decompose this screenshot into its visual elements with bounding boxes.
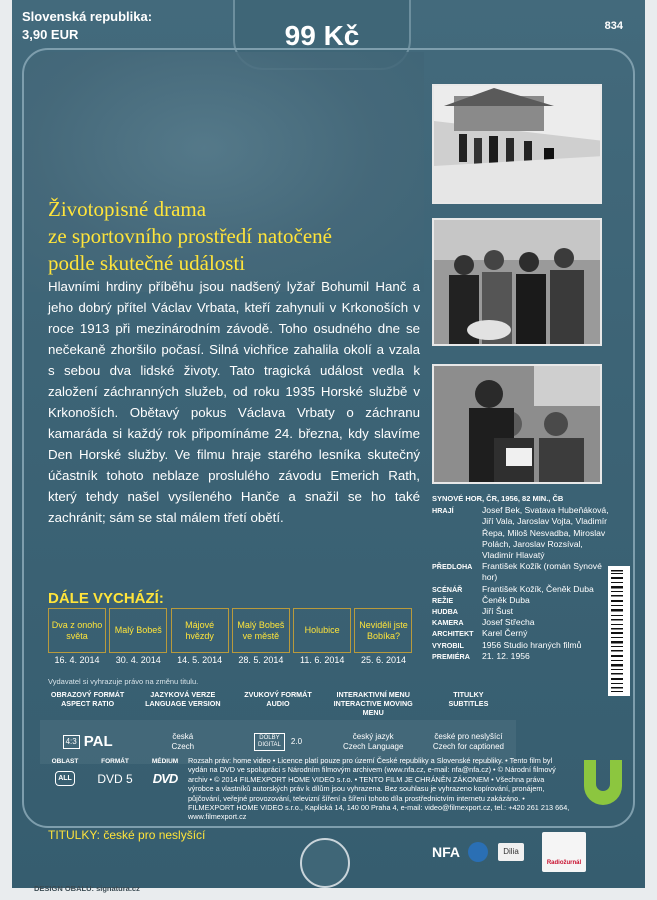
headline [48,196,428,277]
video-system: PAL [83,733,113,750]
format-values [40,771,190,786]
upcoming-item-title: Malý Bobeš ve městě [232,608,290,652]
tech-header-aspect: OBRAZOVÝ FORMÁT ASPECT RATIO [50,690,125,708]
upcoming-item-date: 14. 5. 2014 [171,652,229,666]
credit-row [432,628,612,639]
publisher-note: Vydavatel si vyhrazuje právo na změnu titulu. [48,677,199,686]
upcoming-item-date: 25. 6. 2014 [354,652,412,666]
credit-key: HUDBA [432,607,458,617]
menu-value: český jazyk Czech Language [342,732,404,751]
legal-text: Rozsah práv: home video • Licence platí pouze pro území České republiky a Slovenské republiky. • Tento film byl vydán na DVD ve spolupráci s Národním filmovým archivem (www.nfa.cz, e-mail: nfa@nfa.cz) • © Národní filmový archiv • © 2014 FILMEXPORT HOME VIDEO s.r.o. • TENTO FILM JE CHRÁNĚN ZÁKONEM • Všechna práva výrobce a vlastníků autorských práv k dílům jsou vyhrazena. Bez souhlasu je vyhrazeno kopírování, pronájem, půjčování, veřejné provozování, televizní šíření a šíření tohoto díla prostřednictvím internetu zakázáno. • FILMEXPORT HOME VIDEO s.r.o., Kaplická 14, 140 00 Praha 4, e-mail: video@filmexport.cz, tel.: +420 261 213 664, www.filmexport.cz [188,756,570,822]
upcoming-item-title: Malý Bobeš [109,608,167,652]
credit-value: Čeněk Duba [482,594,530,605]
audio-channels: 2.0 [290,737,303,746]
film-header: SYNOVÉ HOR, ČR, 1956, 82 MIN., ČB [432,494,564,503]
still-photo-men [432,364,602,484]
barcode [608,566,630,696]
circle-logo-icon [468,842,488,862]
upcoming-item [171,608,229,666]
slovak-price [22,8,152,44]
tech-header-subtitles: TITULKY SUBTITLES [448,690,489,708]
subtitles-value: české pro neslyšící Czech for captioned [432,732,504,751]
disc-format [40,758,190,786]
upcoming-item-title: Neviděli jste Bobíka? [354,608,412,652]
credit-row [432,561,612,583]
format-value [90,772,140,786]
credit-key: PREMIÉRA [432,651,470,661]
region-header: OBLAST [51,758,79,765]
medium-value [140,771,190,786]
format-headers [40,758,190,765]
upcoming-item-title: Dva z onoho světa [48,608,106,652]
nfa-logo: NFA [432,844,460,860]
credit-row [432,606,612,617]
tech-header-language: JAZYKOVÁ VERZE LANGUAGE VERSION [145,690,221,708]
eur-price: 3,90 EUR [22,27,79,42]
credit-value: 21. 12. 1956 [482,650,530,661]
medium-header: MÉDIUM [151,758,179,765]
u-channel-logo [578,756,628,806]
radiozurnal-logo: Radiožurnál [542,832,586,872]
upcoming-item-date: 30. 4. 2014 [109,652,167,666]
upcoming-item [232,608,290,666]
tech-header-audio: ZVUKOVÝ FORMÁT AUDIO [244,690,312,708]
price: 99 Kč [284,20,360,51]
dolby-digital-icon: DOLBY DIGITAL [254,733,285,751]
upcoming-item-date: 16. 4. 2014 [48,652,106,666]
credit-key: KAMERA [432,618,464,628]
aspect-ratio: 4:3 [63,735,80,749]
upcoming-item-title: Májové hvězdy [171,608,229,652]
credit-row [432,595,612,606]
region-all-icon: ALL [55,771,75,786]
upcoming-title: DÁLE VYCHÁZÍ: [48,590,164,607]
credit-row [432,640,612,651]
design-credit: DESIGN OBALU: signatura.cz [34,884,140,893]
upcoming-item [109,608,167,666]
headline-line-3: podle skutečné události [48,251,246,275]
credits-block [432,493,612,662]
credit-key: VYROBIL [432,640,464,650]
credit-key: ARCHITEKT [432,629,474,639]
catalog-number: 834 [604,20,623,32]
headline-line-2: ze sportovního prostředí natočené [48,224,332,248]
upcoming-item-title: Holubice [293,608,351,652]
aspect-value [40,735,135,749]
language-value: česká Czech [171,732,195,751]
credit-value: 1956 Studio hraných filmů [482,639,582,650]
credit-value: František Kožík, Čeněk Duba [482,583,594,594]
tech-headers [40,690,516,717]
credit-row [432,584,612,595]
credit-value: Josef Bek, Svatava Hubeňáková, Jiří Vala, Jaroslav Vojta, Vladimír Řepa, Miloš Nesvadba, Miroslav Polách, Jaroslav Rozsíval, Vladimír Hlavatý [482,505,609,561]
upcoming-item [354,608,412,666]
still-photo-skiers [432,84,602,204]
upcoming-item-date: 11. 6. 2014 [293,652,351,666]
credit-row [432,617,612,628]
credit-key: REŽIE [432,595,454,605]
region-value [40,771,90,786]
upcoming-list [48,608,416,666]
credit-value: František Kožík (román Synové hor) [482,561,602,583]
upcoming-item [293,608,351,666]
credit-row [432,505,612,561]
credit-value: Karel Černý [482,628,528,639]
tech-specs [40,690,516,764]
audio-value [230,733,325,751]
credit-key: HRAJÍ [432,506,454,516]
dilia-logo: Dilia [498,843,524,861]
credit-value: Josef Střecha [482,617,535,628]
dvd-video-logo: DVD [152,771,178,786]
upcoming-item-date: 28. 5. 2014 [232,652,290,666]
headline-line-1: Životopisné drama [48,197,207,221]
credit-value: Jiří Šust [482,606,514,617]
upcoming-item [48,608,106,666]
subtitles-note: TITULKY: české pro neslyšící [48,828,206,842]
credit-key: PŘEDLOHA [432,562,473,572]
tech-header-menu: INTERAKTIVNÍ MENU INTERACTIVE MOVING MENU [333,690,413,717]
credit-row [432,651,612,662]
filmexport-seal [300,838,350,888]
credit-key: SCÉNÁŘ [432,584,463,594]
still-photo-group [432,218,602,346]
country-label: Slovenská republika: [22,9,153,24]
partner-logos [432,832,586,872]
format-header: FORMÁT [101,758,129,765]
disc-type: DVD 5 [97,771,133,786]
synopsis: Hlavními hrdiny příběhu jsou nadšený lyžař Bohumil Hanč a jeho dobrý přítel Václav Vrbata, kteří zahynuli v Krkonoších v roce 1913 při mezinárodním závodě. Toho osudného dne se nečekaně zhoršilo počasí. Silná vichřice zahalila okolí a vzala s sebou dva lidské životy. Tato tragická událost vedla k založení záchranných služeb, od roku 1935 Horské službě v Krkonoších. Obětavý pokus Václava Vrbaty o záchranu kamaráda si každý rok připomínáme 24. března, kdy slavíme Den Horské služby. Ve filmu hraje starého lesníka skutečný účastník tohoto neblaze proslulého závodu Emerich Rath, který tehdy našel vysíleného Hanče a snažil se ho také zachránit; sám se stal málem třetí obětí. [48,279,420,525]
